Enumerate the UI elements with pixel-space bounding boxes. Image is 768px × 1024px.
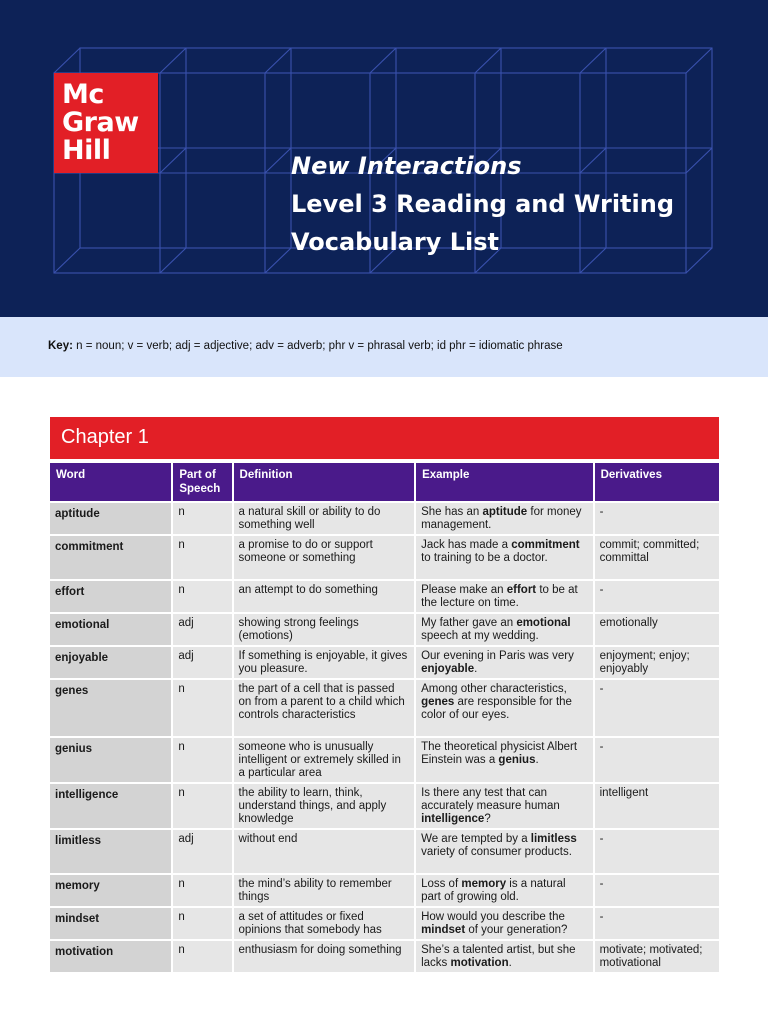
- part-of-speech: n: [173, 738, 231, 782]
- table-header-row: [50, 463, 719, 501]
- definition: showing strong feelings (emotions): [234, 614, 415, 645]
- example-sentence: [416, 830, 593, 873]
- example-sentence: [416, 503, 593, 534]
- definition: the part of a cell that is passed on from a parent to a child which controls characteristics: [234, 680, 415, 736]
- definition: enthusiasm for doing something: [234, 941, 415, 972]
- example-text: My father gave an: [421, 617, 517, 629]
- definition: a promise to do or support someone or something: [234, 536, 415, 579]
- vocab-word: effort: [50, 581, 171, 612]
- example-sentence: [416, 941, 593, 972]
- example-sentence: [416, 581, 593, 612]
- logo-line-3: Hill: [62, 135, 111, 166]
- derivatives: enjoyment; enjoy; enjoyably: [595, 647, 719, 678]
- vocab-word: genius: [50, 738, 171, 782]
- table-row: [50, 908, 719, 939]
- example-keyword: effort: [506, 584, 537, 596]
- table-row: [50, 614, 719, 645]
- example-keyword: motivation: [450, 957, 509, 969]
- example-text: She’s a talented artist, but she lacks: [421, 944, 576, 969]
- example-keyword: limitless: [530, 833, 577, 845]
- table-row: [50, 680, 719, 736]
- example-sentence: [416, 614, 593, 645]
- definition: without end: [234, 830, 415, 873]
- table-row: [50, 536, 719, 579]
- example-text: The theoretical physicist Albert Einstein was a: [421, 741, 578, 766]
- derivatives: -: [595, 875, 719, 906]
- part-of-speech: n: [173, 908, 231, 939]
- example-text: Jack has made a: [421, 539, 512, 551]
- example-text: .: [474, 663, 478, 675]
- example-keyword: commitment: [511, 539, 580, 551]
- column-header-part-of-speech: Part of Speech: [173, 463, 231, 501]
- logo-line-1: Mc: [62, 79, 104, 110]
- logo-line-2: Graw: [62, 107, 139, 138]
- part-of-speech: n: [173, 941, 231, 972]
- series-title: New Interactions: [291, 152, 522, 180]
- example-text: She has an: [421, 506, 483, 518]
- table-row: [50, 581, 719, 612]
- definition: the mind’s ability to remember things: [234, 875, 415, 906]
- example-text: are responsible for the color of our eyes.: [421, 696, 572, 721]
- chapter-heading: [50, 417, 719, 459]
- example-keyword: genes: [421, 696, 455, 708]
- derivatives: -: [595, 830, 719, 873]
- abbreviation-key: [48, 340, 563, 352]
- example-text: Our evening in Paris was very: [421, 650, 574, 662]
- derivatives: commit; committed; committal: [595, 536, 719, 579]
- vocab-word: intelligence: [50, 784, 171, 828]
- definition: a natural skill or ability to do something well: [234, 503, 415, 534]
- example-keyword: memory: [461, 878, 507, 890]
- vocab-word: emotional: [50, 614, 171, 645]
- example-keyword: intelligence: [421, 813, 485, 825]
- example-sentence: [416, 908, 593, 939]
- definition: If something is enjoyable, it gives you pleasure.: [234, 647, 415, 678]
- derivatives: -: [595, 581, 719, 612]
- level-title: Level 3 Reading and Writing: [291, 190, 675, 218]
- column-header-word: Word: [50, 463, 171, 501]
- table-row: [50, 784, 719, 828]
- example-sentence: [416, 738, 593, 782]
- vocab-word: genes: [50, 680, 171, 736]
- example-sentence: [416, 680, 593, 736]
- table-row: [50, 738, 719, 782]
- example-text: to be at the lecture on time.: [421, 584, 578, 609]
- chapter-title: Chapter 1: [61, 426, 149, 448]
- mcgraw-hill-logo: [54, 73, 158, 173]
- example-text: We are tempted by a: [421, 833, 531, 845]
- part-of-speech: n: [173, 503, 231, 534]
- vocabulary-table: [48, 461, 721, 974]
- column-header-example: Example: [416, 463, 593, 501]
- table-row: [50, 647, 719, 678]
- document-title: [291, 147, 674, 261]
- example-text: .: [535, 754, 539, 766]
- part-of-speech: adj: [173, 647, 231, 678]
- example-text: speech at my wedding.: [421, 630, 539, 642]
- vocab-word: mindset: [50, 908, 171, 939]
- example-text: is a natural part of growing old.: [421, 878, 566, 903]
- vocab-word: motivation: [50, 941, 171, 972]
- example-text: for money management.: [421, 506, 582, 531]
- vocab-word: enjoyable: [50, 647, 171, 678]
- example-text: of your generation?: [465, 924, 568, 936]
- example-text: .: [508, 957, 512, 969]
- example-text: Is there any test that can accurately measure human: [421, 787, 560, 812]
- table-row: [50, 830, 719, 873]
- key-bar: [0, 317, 768, 377]
- derivatives: -: [595, 738, 719, 782]
- example-keyword: genius: [498, 754, 536, 766]
- derivatives: intelligent: [595, 784, 719, 828]
- vocab-word: commitment: [50, 536, 171, 579]
- key-label: Key:: [48, 340, 73, 352]
- example-sentence: [416, 647, 593, 678]
- example-text: to training to be a doctor.: [421, 552, 548, 564]
- example-sentence: [416, 875, 593, 906]
- example-text: How would you describe the: [421, 911, 565, 923]
- header-banner: [0, 0, 768, 317]
- vocab-word: aptitude: [50, 503, 171, 534]
- example-sentence: [416, 536, 593, 579]
- doc-title: Vocabulary List: [291, 228, 499, 256]
- part-of-speech: n: [173, 784, 231, 828]
- example-keyword: emotional: [516, 617, 571, 629]
- example-text: Among other characteristics,: [421, 683, 567, 695]
- example-keyword: mindset: [421, 924, 466, 936]
- definition: a set of attitudes or fixed opinions that somebody has: [234, 908, 415, 939]
- part-of-speech: n: [173, 875, 231, 906]
- example-keyword: aptitude: [482, 506, 528, 518]
- derivatives: emotionally: [595, 614, 719, 645]
- key-text: n = noun; v = verb; adj = adjective; adv = adverb; phr v = phrasal verb; id phr = idiomatic phrase: [76, 340, 563, 352]
- vocab-word: limitless: [50, 830, 171, 873]
- example-text: Loss of: [421, 878, 462, 890]
- example-text: variety of consumer products.: [421, 846, 572, 858]
- definition: an attempt to do something: [234, 581, 415, 612]
- column-header-definition: Definition: [234, 463, 415, 501]
- table-row: [50, 503, 719, 534]
- part-of-speech: adj: [173, 614, 231, 645]
- definition: the ability to learn, think, understand things, and apply knowledge: [234, 784, 415, 828]
- example-keyword: enjoyable: [421, 663, 475, 675]
- example-sentence: [416, 784, 593, 828]
- table-row: [50, 875, 719, 906]
- derivatives: motivate; motivated; motivational: [595, 941, 719, 972]
- derivatives: -: [595, 908, 719, 939]
- definition: someone who is unusually intelligent or extremely skilled in a particular area: [234, 738, 415, 782]
- part-of-speech: adj: [173, 830, 231, 873]
- table-row: [50, 941, 719, 972]
- part-of-speech: n: [173, 536, 231, 579]
- example-text: Please make an: [421, 584, 507, 596]
- part-of-speech: n: [173, 680, 231, 736]
- derivatives: -: [595, 503, 719, 534]
- part-of-speech: n: [173, 581, 231, 612]
- example-text: ?: [484, 813, 491, 825]
- derivatives: -: [595, 680, 719, 736]
- vocab-word: memory: [50, 875, 171, 906]
- column-header-derivatives: Derivatives: [595, 463, 719, 501]
